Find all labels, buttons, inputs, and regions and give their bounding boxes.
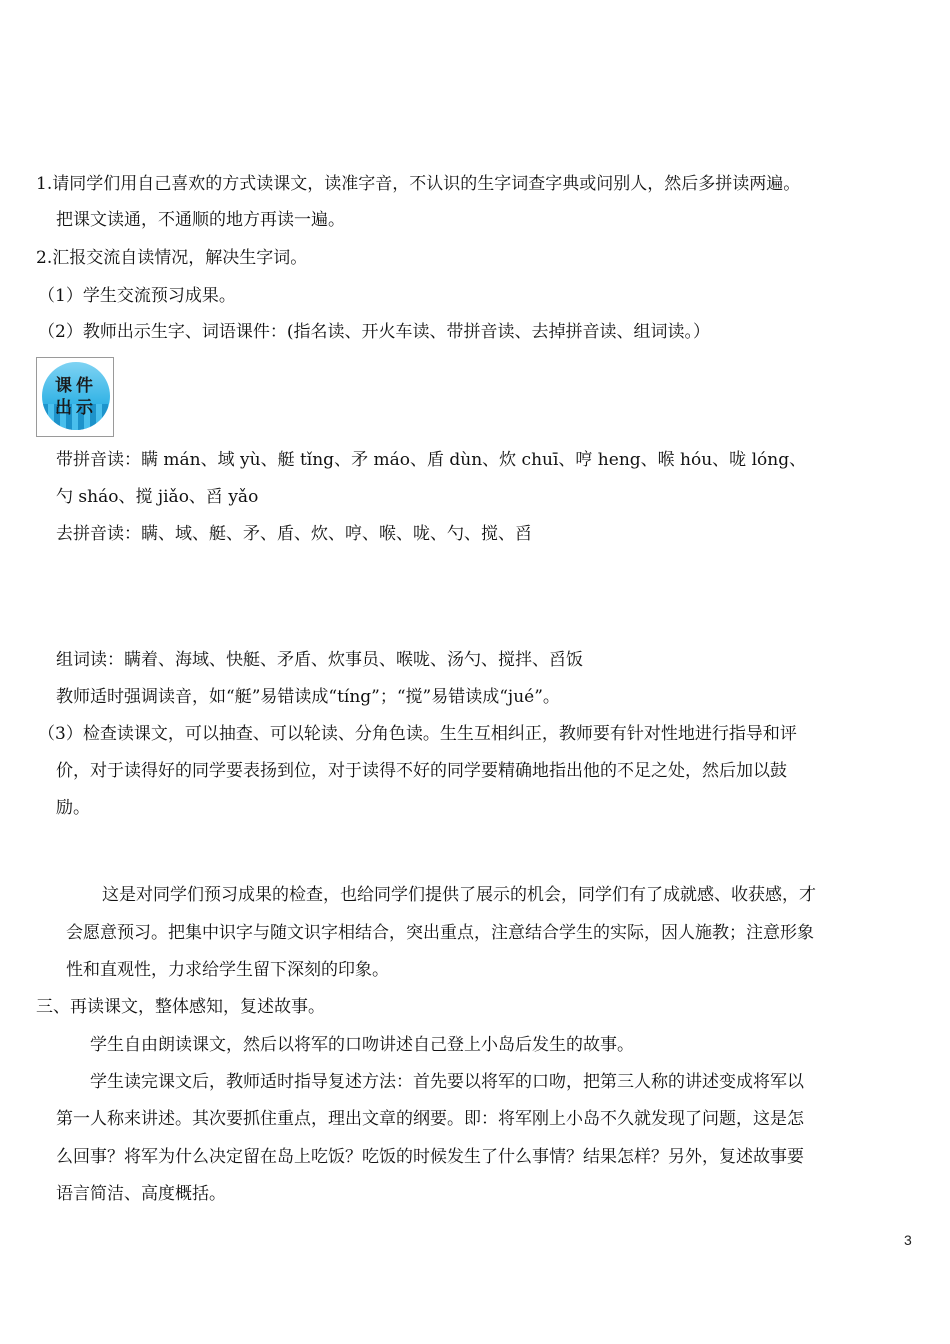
section3-para2-line2: 第一人称来讲述。其次要抓住重点，理出文章的纲要。即：将军刚上小岛不久就发现了问题，这是怎 (56, 1109, 804, 1129)
no-pinyin-reading: 去拼音读：瞒、域、艇、矛、盾、炊、哼、喉、咙、勺、搅、舀 (56, 524, 532, 544)
page-number: 3 (904, 1232, 912, 1248)
substep3-line1: （3）检查读课文，可以抽查、可以轮读、分角色读。生生互相纠正，教师要有针对性地进行指导和评 (38, 724, 797, 744)
section3-para2-line4: 语言简洁、高度概括。 (56, 1184, 226, 1204)
pinyin-reading-line2: 勺 sháo、搅 jiǎo、舀 yǎo (56, 487, 259, 507)
section3-para2-line3: 么回事？将军为什么决定留在岛上吃饭？吃饭的时候发生了什么事情？结果怎样？另外，复述故事要 (56, 1147, 804, 1167)
badge-text-line2: 出示 (55, 398, 97, 418)
substep1: （1）学生交流预习成果。 (38, 286, 236, 306)
substep3-line3: 励。 (56, 798, 90, 818)
section3-para2-line1: 学生读完课文后，教师适时指导复述方法：首先要以将军的口吻，把第三人称的讲述变成将军以 (90, 1072, 804, 1092)
design-note-line1: 这是对同学们预习成果的检查，也给同学们提供了展示的机会，同学们有了成就感、收获感，才 (102, 885, 816, 905)
step1-line1: 1.请同学们用自己喜欢的方式读课文，读准字音，不认识的生字词查字典或问别人，然后多拼读两遍。 (36, 174, 801, 194)
courseware-display-icon (36, 357, 114, 437)
section3-para1: 学生自由朗读课文，然后以将军的口吻讲述自己登上小岛后发生的故事。 (90, 1035, 634, 1055)
word-group-reading: 组词读：瞒着、海域、快艇、矛盾、炊事员、喉咙、汤勺、搅拌、舀饭 (56, 650, 583, 670)
pronunciation-note: 教师适时强调读音，如“艇”易错读成“tíng”；“搅”易错读成“jué”。 (56, 687, 560, 707)
substep2: （2）教师出示生字、词语课件：(指名读、开火车读、带拼音读、去掉拼音读、组词读。） (38, 322, 710, 342)
design-note-line3: 性和直观性，力求给学生留下深刻的印象。 (66, 960, 389, 980)
substep3-line2: 价，对于读得好的同学要表扬到位，对于读得不好的同学要精确地指出他的不足之处，然后加以鼓 (56, 761, 787, 781)
section3-heading: 三、再读课文，整体感知，复述故事。 (36, 997, 325, 1017)
badge-text-line1: 课件 (55, 376, 97, 396)
design-note-line2: 会愿意预习。把集中识字与随文识字相结合，突出重点，注意结合学生的实际，因人施教；注意形象 (66, 923, 814, 943)
step2-heading: 2.汇报交流自读情况，解决生字词。 (36, 248, 308, 268)
courseware-badge (42, 362, 110, 430)
pinyin-reading-line1: 带拼音读：瞒 mán、域 yù、艇 tǐng、矛 máo、盾 dùn、炊 chuī、哼 heng、喉 hóu、咙 lóng、 (56, 450, 807, 470)
step1-line2: 把课文读通，不通顺的地方再读一遍。 (56, 210, 345, 230)
